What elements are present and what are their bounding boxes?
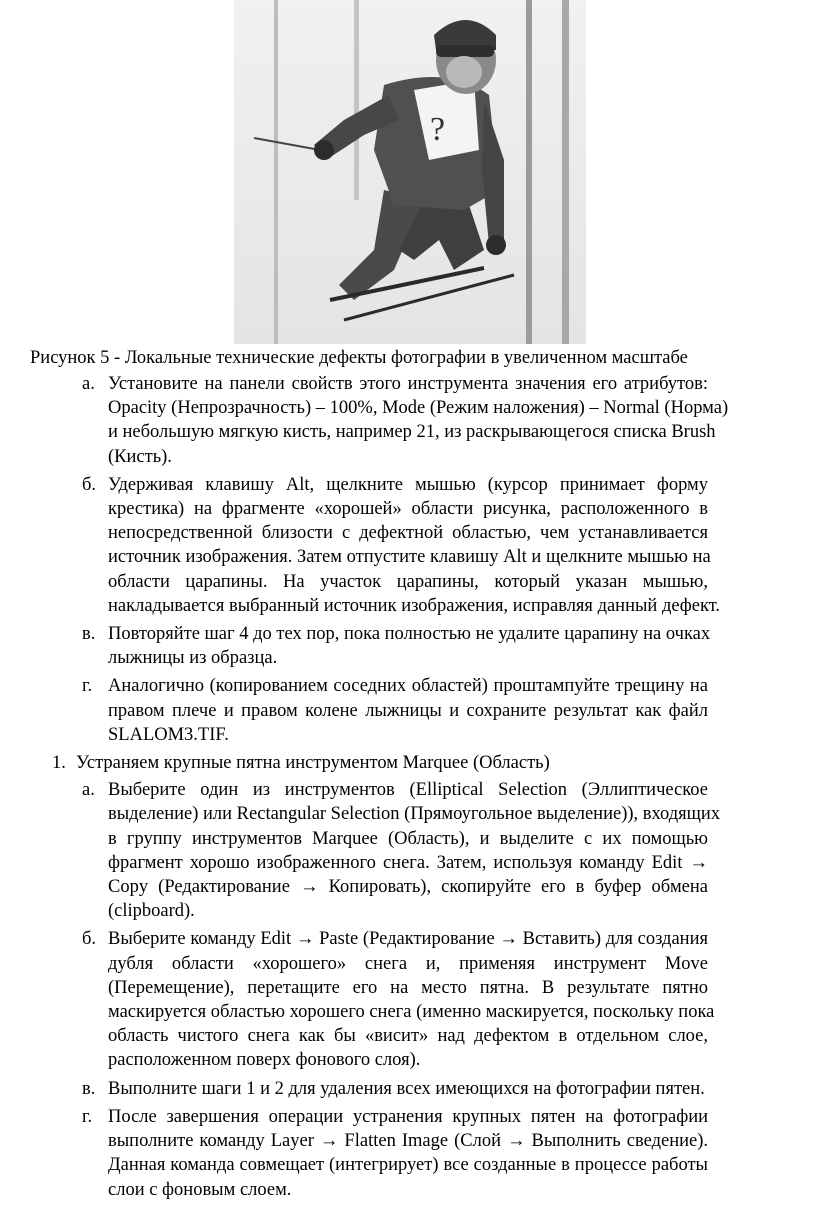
text-line: в группу инструментов Marquee (Область), и выделите с их помощью <box>108 828 708 849</box>
text-line: Аналогично (копированием соседних областей) проштампуйте трещину на <box>108 676 708 697</box>
text-line: и небольшую мягкую кисть, например 21, из раскрывающегося списка Brush <box>108 422 716 443</box>
section-heading <box>0 751 816 775</box>
text-line: правом плече и правом колене лыжницы и сохраните результат как файл <box>108 700 708 721</box>
text-line: источник изображения. Затем отпустите клавишу Alt и щелкните мышью на <box>108 547 711 568</box>
text-line: Удерживая клавишу Alt, щелкните мышью (курсор принимает форму <box>108 474 708 495</box>
svg-text:?: ? <box>430 111 446 148</box>
figure-caption: Рисунок 5 - Локальные технические дефекты фотографии в увеличенном масштабе <box>30 348 688 368</box>
text-line: Установите на панели свойств этого инструмента значения его атрибутов: <box>108 374 708 394</box>
list-item <box>0 927 715 1072</box>
text-line: Выберите один из инструментов (Elliptical Selection (Эллиптическое <box>108 780 708 801</box>
text-line: дубля области «хорошего» снега и, применяя инструмент Move <box>108 953 708 974</box>
list-marker: в. <box>82 1078 96 1099</box>
text-line: маскируется областью хорошего снега (именно маскируется, поскольку пока <box>108 1002 715 1023</box>
list-marker: в. <box>82 624 96 645</box>
text-line: SLALOM3.TIF. <box>108 724 229 745</box>
skier-photo-illustration <box>234 0 586 344</box>
text-line: лыжницы из образца. <box>108 648 278 669</box>
text-line: Copy (Редактирование → Копировать), скопируйте его в буфер обмена <box>108 877 708 898</box>
list-marker: б. <box>82 929 97 950</box>
list-item <box>0 1077 708 1101</box>
text-line: область чистого снега как бы «висит» над дефектом в отдельном слое, <box>108 1026 708 1047</box>
text-line: накладывается выбранный источник изображения, исправляя данный дефект. <box>108 595 721 616</box>
text-line: (Кисть). <box>108 446 172 467</box>
list-item <box>0 1105 708 1202</box>
list-item <box>0 778 721 923</box>
list-marker: б. <box>82 474 97 495</box>
list-marker: г. <box>82 676 93 697</box>
text-line: После завершения операции устранения крупных пятен на фотографии <box>108 1106 708 1127</box>
text-line: Выполните шаги 1 и 2 для удаления всех имеющихся на фотографии пятен. <box>108 1078 705 1099</box>
text-line: выполните команду Layer → Flatten Image (Слой → Выполнить сведение). <box>108 1131 708 1152</box>
text-line: фрагмент хорошо изображенного снега. Затем, используя команду Edit → <box>108 852 708 873</box>
text-line: Выберите команду Edit → Paste (Редактирование → Вставить) для создания <box>108 929 708 950</box>
text-line: непосредственной близости с дефектной областью, чем устанавливается <box>108 523 708 544</box>
text-line: Данная команда совмещает (интегрирует) все созданные в процессе работы <box>108 1155 708 1176</box>
text-line: крестика) на фрагменте «хорошей» области рисунка, расположенного в <box>108 499 708 520</box>
text-line: Opacity (Непрозрачность) – 100%, Mode (Режим наложения) – Normal (Норма) <box>108 398 729 419</box>
text-line: расположенном поверх фонового слоя). <box>108 1050 421 1071</box>
document-body <box>0 372 816 1206</box>
skier-photo <box>234 0 586 344</box>
list-item <box>0 473 721 618</box>
text-line: слои с фоновым слоем. <box>108 1179 292 1200</box>
list-marker: г. <box>82 1106 93 1127</box>
list-item <box>0 372 729 469</box>
list-item <box>0 674 708 747</box>
list-marker: а. <box>82 780 95 801</box>
list-item <box>0 622 711 670</box>
text-line: (Перемещение), перетащите его на место пятна. В результате пятно <box>108 977 708 998</box>
text-line: области царапины. На участок царапины, который указан мышью, <box>108 571 708 592</box>
section-number: 1. <box>52 753 66 774</box>
list-marker: а. <box>82 374 95 394</box>
text-line: (clipboard). <box>108 901 195 922</box>
section-title: Устраняем крупные пятна инструментом Marquee (Область) <box>76 753 550 774</box>
text-line: выделение) или Rectangular Selection (Прямоугольное выделение)), входящих <box>108 804 721 825</box>
text-line: Повторяйте шаг 4 до тех пор, пока полностью не удалите царапину на очках <box>108 624 711 645</box>
